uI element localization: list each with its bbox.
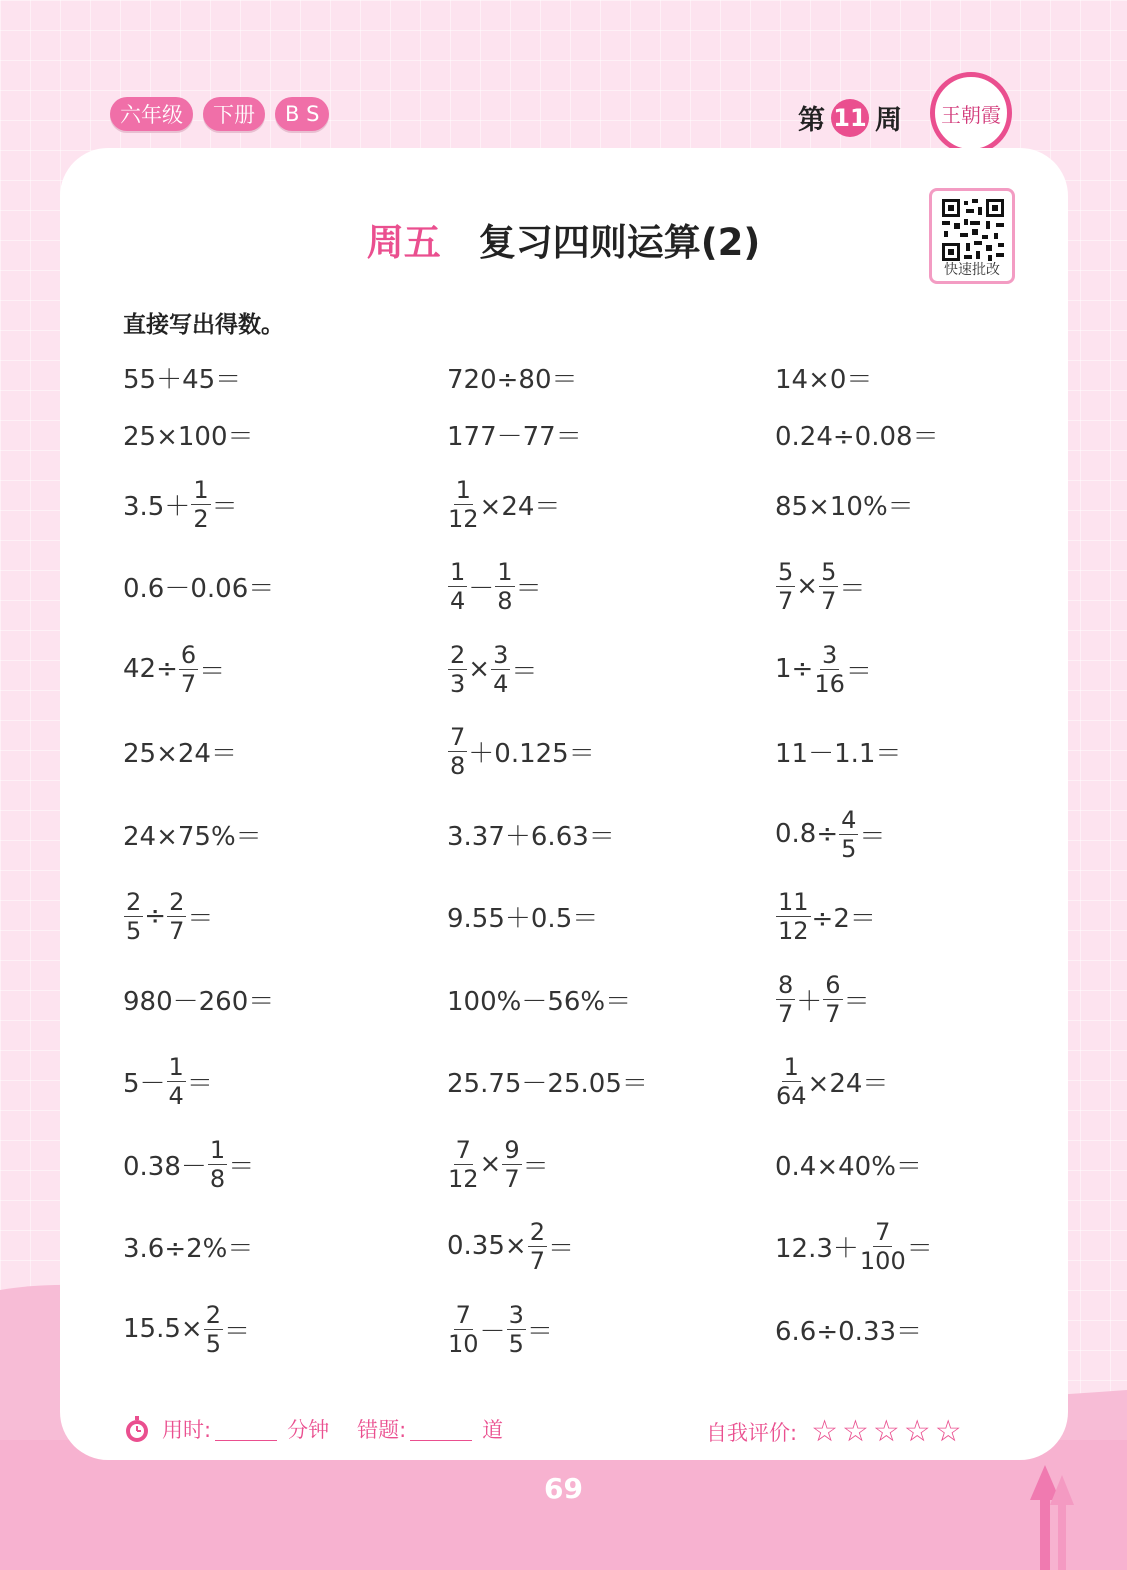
week-suffix: 周 — [875, 105, 902, 136]
problem-item — [447, 1046, 648, 1116]
problem-item — [775, 551, 865, 621]
problem-text: 25.75－25.05＝ — [447, 1068, 648, 1099]
problem-text: 5－ — [123, 1068, 166, 1099]
fraction-denominator: 100 — [859, 1246, 906, 1275]
problem-text: 9.55＋0.5＝ — [447, 903, 599, 934]
problem-item — [447, 799, 615, 869]
problem-text: ＝ — [187, 903, 214, 934]
fraction-numerator: 4 — [841, 805, 857, 834]
fraction-denominator: 4 — [450, 586, 466, 615]
fraction-denominator: 7 — [169, 916, 185, 945]
problem-item — [123, 716, 237, 786]
fraction-numerator: 3 — [493, 640, 509, 669]
problem-text: 0.35× — [447, 1231, 527, 1261]
fraction — [495, 558, 514, 615]
problem-item — [447, 399, 582, 469]
fraction — [448, 1136, 479, 1193]
problem-text: － — [468, 573, 495, 604]
problem-text: 85×10%＝ — [775, 491, 914, 522]
fraction-numerator: 5 — [778, 557, 794, 586]
fraction-numerator: 8 — [778, 970, 794, 999]
fraction — [776, 971, 795, 1028]
brand-logo-text: 王朝霞 — [941, 102, 1001, 127]
fraction-denominator: 7 — [821, 586, 837, 615]
problem-text: ＝ — [228, 1151, 255, 1182]
title-text: 复习四则运算(2) — [478, 221, 761, 264]
fraction-numerator: 7 — [455, 1300, 471, 1329]
footer-timing — [122, 1414, 503, 1444]
problem-item — [775, 1046, 888, 1116]
grade-tag: 六年级 — [110, 97, 193, 131]
problem-text: ＋0.125＝ — [468, 738, 595, 769]
rating-star-icon[interactable]: ☆ — [841, 1414, 869, 1449]
fraction — [448, 476, 479, 533]
fraction-denominator: 12 — [448, 1164, 479, 1193]
problem-text: 0.38－ — [123, 1151, 207, 1182]
fraction-denominator: 4 — [493, 669, 509, 698]
fraction-numerator: 11 — [778, 887, 809, 916]
problem-text: 177－77＝ — [447, 421, 582, 452]
problem-text: ÷2＝ — [811, 903, 876, 934]
fraction-numerator: 1 — [450, 557, 466, 586]
fraction-numerator: 7 — [875, 1217, 891, 1246]
problem-item — [775, 1294, 922, 1364]
fraction-denominator: 5 — [205, 1329, 221, 1358]
grade-tags — [110, 97, 329, 131]
problem-item — [447, 964, 631, 1034]
fraction — [776, 1053, 807, 1110]
problem-text: ＝ — [199, 656, 226, 687]
fraction — [776, 558, 795, 615]
problem-text: 980－260＝ — [123, 986, 275, 1017]
problem-text: × — [479, 1149, 502, 1179]
fraction-numerator: 2 — [126, 887, 142, 916]
fraction-denominator: 8 — [209, 1164, 226, 1193]
fraction — [502, 1136, 521, 1193]
problem-item — [123, 634, 225, 704]
time-input-blank[interactable] — [215, 1418, 277, 1441]
errors-unit: 道 — [482, 1418, 504, 1442]
fraction-numerator: 7 — [450, 722, 466, 751]
problem-item — [775, 799, 885, 869]
problem-text: ＝ — [526, 1316, 553, 1347]
fraction-numerator: 1 — [168, 1052, 184, 1081]
fraction-numerator: 1 — [783, 1052, 799, 1081]
fraction-numerator: 7 — [455, 1135, 471, 1164]
self-rating — [706, 1414, 962, 1449]
fraction-numerator: 1 — [497, 557, 513, 586]
fraction — [204, 1301, 223, 1358]
fraction — [814, 641, 845, 698]
rating-star-icon[interactable]: ☆ — [811, 1414, 838, 1449]
problem-text: 15.5× — [123, 1314, 203, 1344]
problem-text: ×24＝ — [479, 491, 561, 522]
fraction-numerator: 1 — [193, 475, 209, 504]
fraction-numerator: 3 — [508, 1300, 524, 1329]
fraction — [191, 476, 210, 533]
problem-item — [447, 1211, 574, 1281]
fraction-denominator: 16 — [814, 669, 845, 698]
problem-text: ＝ — [839, 573, 866, 604]
problem-text: 3.5＋ — [123, 491, 191, 522]
fraction — [860, 1218, 906, 1275]
rating-star-icon[interactable]: ☆ — [872, 1414, 900, 1449]
problem-item — [447, 634, 537, 704]
problem-item — [123, 1211, 253, 1281]
problem-text: 0.8÷ — [775, 819, 839, 849]
problem-text: 25×24＝ — [123, 738, 237, 769]
problem-item — [123, 799, 262, 869]
fraction — [448, 558, 467, 615]
fraction — [823, 971, 842, 1028]
problem-text: 0.4×40%＝ — [775, 1151, 922, 1182]
fraction-denominator: 7 — [825, 999, 841, 1028]
time-label: 用时: — [162, 1418, 212, 1442]
week-indicator — [798, 98, 902, 137]
problem-item — [775, 964, 870, 1034]
problem-item — [123, 1129, 254, 1199]
fraction — [448, 723, 467, 780]
fraction — [776, 888, 811, 945]
problem-text: 25×100＝ — [123, 421, 254, 452]
stopwatch-icon — [122, 1414, 152, 1444]
problem-text: × — [796, 571, 819, 601]
problem-text: 1÷ — [775, 654, 814, 684]
problem-text: 3.6÷2%＝ — [123, 1233, 254, 1264]
problem-text: 720÷80＝ — [447, 364, 578, 395]
problem-item — [447, 716, 595, 786]
fraction-denominator: 7 — [180, 669, 197, 698]
problem-text: 24×75%＝ — [123, 821, 262, 852]
problem-text: ＝ — [547, 1233, 574, 1264]
problem-text: ＋ — [796, 986, 823, 1017]
problem-text: 100%－56%＝ — [447, 986, 632, 1017]
time-unit: 分钟 — [287, 1418, 330, 1442]
problem-text: 55＋45＝ — [123, 364, 242, 395]
qr-label: 快速批改 — [944, 262, 1000, 278]
problem-item — [775, 716, 901, 786]
fraction-numerator: 9 — [504, 1135, 520, 1164]
problem-text: 14×0＝ — [775, 364, 873, 395]
errors-input-blank[interactable] — [410, 1418, 472, 1441]
instruction: 直接写出得数。 — [123, 312, 284, 338]
problem-text: 11－1.1＝ — [775, 738, 902, 769]
problem-text: ＝ — [223, 1316, 250, 1347]
fraction-denominator: 7 — [778, 586, 794, 615]
problem-text: 3.37＋6.63＝ — [447, 821, 615, 852]
problem-item — [123, 964, 274, 1034]
volume-tag: 下册 — [203, 97, 265, 131]
fraction — [819, 558, 838, 615]
week-prefix: 第 — [798, 105, 825, 136]
rating-star-icon[interactable]: ☆ — [934, 1414, 962, 1449]
fraction-denominator: 12 — [448, 504, 479, 533]
problem-text: 0.24÷0.08＝ — [775, 421, 939, 452]
problem-text: ＝ — [515, 573, 542, 604]
problem-item — [775, 1129, 922, 1199]
fraction — [179, 641, 198, 698]
fraction-numerator: 2 — [450, 640, 466, 669]
problem-text: ＝ — [843, 986, 870, 1017]
problem-item — [123, 1294, 250, 1364]
qr-code-icon — [940, 197, 1006, 263]
problem-item — [447, 1129, 549, 1199]
page-number: 69 — [544, 1472, 583, 1505]
fraction — [528, 1218, 547, 1275]
fraction-numerator: 2 — [529, 1217, 545, 1246]
fraction-denominator: 7 — [529, 1246, 545, 1275]
problem-item — [447, 551, 542, 621]
fraction-denominator: 3 — [450, 669, 466, 698]
problem-item — [123, 469, 238, 539]
fraction — [124, 888, 143, 945]
problem-item — [123, 399, 254, 469]
title-day: 周五 — [366, 221, 441, 264]
problem-item — [447, 1294, 553, 1364]
problem-text: 42÷ — [123, 654, 178, 684]
rating-star-icon[interactable]: ☆ — [903, 1414, 931, 1449]
fraction-denominator: 10 — [448, 1329, 479, 1358]
rating-label: 自我评价: — [706, 1420, 798, 1445]
fraction-numerator: 1 — [455, 475, 471, 504]
problem-text: 12.3＋ — [775, 1233, 859, 1264]
problem-item — [447, 881, 598, 951]
brand-logo — [930, 72, 1012, 154]
fraction-denominator: 7 — [778, 999, 794, 1028]
qr-code-box[interactable] — [929, 188, 1015, 284]
problem-text: ＝ — [522, 1151, 549, 1182]
fraction-denominator: 64 — [776, 1081, 807, 1110]
fraction-denominator: 7 — [504, 1164, 520, 1193]
fraction — [448, 1301, 479, 1358]
fraction-numerator: 2 — [205, 1300, 221, 1329]
edition-tag: B S — [275, 97, 329, 131]
fraction — [167, 888, 186, 945]
problem-text: ＝ — [906, 1233, 933, 1264]
fraction-numerator: 3 — [821, 640, 838, 669]
problem-text: － — [479, 1316, 506, 1347]
problem-item — [123, 881, 213, 951]
fraction-denominator: 4 — [168, 1081, 184, 1110]
week-number-badge: 11 — [831, 99, 869, 137]
problem-item — [775, 634, 872, 704]
problem-text: ＝ — [859, 821, 886, 852]
fraction — [839, 806, 858, 863]
fraction-denominator: 8 — [450, 751, 466, 780]
problem-item — [775, 469, 914, 539]
problem-item — [123, 1046, 213, 1116]
fraction-denominator: 12 — [778, 916, 809, 945]
fraction-numerator: 5 — [821, 557, 837, 586]
fraction-denominator: 2 — [193, 504, 209, 533]
fraction-denominator: 5 — [841, 834, 857, 863]
fraction-numerator: 1 — [209, 1135, 226, 1164]
fraction-denominator: 5 — [508, 1329, 524, 1358]
fraction — [448, 641, 467, 698]
fraction — [507, 1301, 526, 1358]
problem-item — [447, 469, 560, 539]
problem-item — [775, 399, 939, 469]
problem-text: ＝ — [511, 656, 538, 687]
problem-text: ＝ — [186, 1068, 213, 1099]
problem-text: 0.6－0.06＝ — [123, 573, 275, 604]
problem-text: ＝ — [845, 656, 872, 687]
errors-label: 错题: — [357, 1418, 407, 1442]
problem-text: 6.6÷0.33＝ — [775, 1316, 923, 1347]
problem-item — [775, 881, 876, 951]
problem-text: ×24＝ — [807, 1068, 889, 1099]
problem-text: ＝ — [211, 491, 238, 522]
problem-text: ÷ — [144, 901, 167, 931]
problem-item — [775, 1211, 933, 1281]
fraction — [208, 1136, 227, 1193]
fraction-numerator: 2 — [169, 887, 185, 916]
fraction-numerator: 6 — [180, 640, 197, 669]
problem-item — [123, 551, 274, 621]
fraction-denominator: 5 — [126, 916, 142, 945]
problem-text: × — [468, 654, 491, 684]
fraction-denominator: 8 — [497, 586, 513, 615]
fraction — [491, 641, 510, 698]
fraction-numerator: 6 — [825, 970, 841, 999]
fraction — [167, 1053, 186, 1110]
